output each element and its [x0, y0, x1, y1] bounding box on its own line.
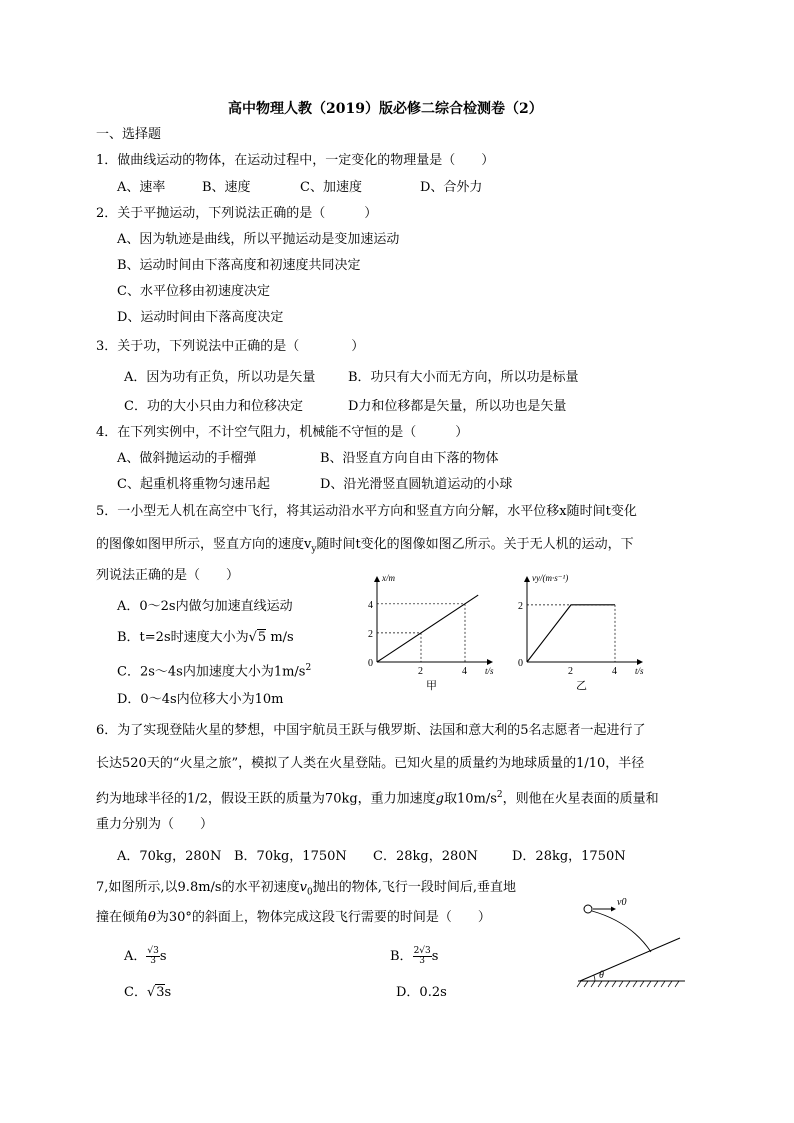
y-axis-arrow: [524, 576, 530, 582]
q3-option-a: A．因为功有正负，所以功是矢量: [124, 370, 316, 385]
x-axis-arrow: [487, 659, 493, 665]
theta-label: θ: [599, 970, 604, 981]
x-tick-label: 2: [568, 666, 573, 677]
q5-option-b: B．t=2s时速度大小为√5 m/s: [117, 630, 294, 645]
x-tick-label: 4: [612, 666, 617, 677]
q1-option-a: A、速率: [117, 180, 166, 195]
q2-option-b: B、运动时间由下落高度和初速度共同决定: [117, 258, 361, 273]
q2-option-c: C、水平位移由初速度决定: [117, 284, 270, 299]
q6-stem-line4: 重力分别为（ ）: [96, 817, 214, 832]
q4-option-b: B、沿竖直方向自由下落的物体: [320, 451, 499, 466]
x-axis-arrow: [637, 659, 643, 665]
q3-option-b: B．功只有大小而无方向，所以功是标量: [348, 370, 579, 385]
x-tick-label: 4: [462, 666, 467, 677]
q7-option-c: C．√3s: [124, 985, 172, 1000]
section-heading: 一、选择题: [96, 127, 162, 142]
q4-option-d: D、沿光滑竖直圆轨道运动的小球: [320, 477, 513, 492]
graph-caption: 甲: [426, 680, 437, 692]
q6-option-a: A．70kg，280N: [117, 849, 222, 864]
q4-option-a: A、做斜抛运动的手榴弹: [117, 451, 257, 466]
q4-option-c: C、起重机将重物匀速吊起: [117, 477, 270, 492]
graph-caption: 乙: [576, 680, 587, 692]
projectile-ball: [584, 905, 592, 913]
y-tick-label: 4: [368, 599, 373, 611]
y-tick-label: 2: [518, 600, 523, 612]
q3-option-c: C．功的大小只由力和位移决定: [124, 399, 303, 414]
angle-arc: [594, 975, 595, 981]
q6-option-c: C．28kg，280N: [373, 849, 478, 864]
q1-option-c: C、加速度: [300, 180, 362, 195]
q5-option-d: D．0～4s内位移大小为10m: [117, 692, 284, 707]
q7-option-b: B． $\frac{2√3}{3}$ s: [390, 946, 439, 966]
q5-option-a: A．0～2s内做匀加速直线运动: [117, 599, 293, 614]
q2-option-a: A、因为轨迹是曲线，所以平抛运动是变加速运动: [117, 232, 400, 247]
q7-stem-line2: 撞在倾角θ为30°的斜面上，物体完成这段飞行需要的时间是（ ）: [96, 910, 491, 925]
q6-stem-line2: 长达520天的“火星之旅”，模拟了人类在火星登陆。已知火星的质量约为地球质量的1/10，半径: [96, 756, 645, 771]
q7-option-a: A． $\frac{√3}{3}$ s: [124, 946, 167, 966]
q6-stem-line1: 6．为了实现登陆火星的梦想，中国宇航员王跃与俄罗斯、法国和意大利的5名志愿者一起进行了: [96, 723, 646, 738]
ground-hatching: [577, 981, 679, 987]
x-axis-label: t/s: [485, 666, 494, 676]
origin-label: 0: [518, 658, 523, 669]
q1-stem: 1．做曲线运动的物体，在运动过程中，一定变化的物理量是（ ）: [96, 153, 495, 168]
v0-label: v0: [617, 897, 627, 908]
q7-stem-line1: 7,如图所示,以9.8m/s的水平初速度$v_0$抛出的物体,飞行一段时间后,垂直地: [96, 880, 516, 898]
q5-option-c: C．2s～4s内加速度大小为$1m/s^2$: [117, 663, 312, 680]
trajectory-curve: [592, 911, 651, 952]
q3-stem: 3．关于功，下列说法中正确的是（ ）: [96, 339, 365, 354]
q1-option-d: D、合外力: [420, 180, 483, 195]
data-line: [377, 595, 478, 662]
q5-graph-jia: [355, 575, 495, 695]
page-title: 高中物理人教（2019）版必修二综合检测卷（2）: [228, 101, 543, 117]
q6-stem-line3: 约为地球半径的1/2，假设王跃的质量为70kg，重力加速度g取$10m/s^2$，则他在火星表面的质量和: [96, 790, 659, 807]
x-axis-label: t/s: [635, 666, 644, 676]
y-axis-label: x/m: [382, 573, 395, 583]
data-line: [527, 605, 615, 662]
q7-option-d: D．0.2s: [396, 985, 447, 1000]
q2-option-d: D、运动时间由下落高度决定: [117, 310, 284, 325]
y-axis-label: vy/(m·s⁻¹): [532, 573, 569, 583]
x-tick-label: 2: [418, 666, 423, 677]
origin-label: 0: [368, 658, 373, 669]
v0-arrow-head: [611, 907, 616, 912]
q4-stem: 4．在下列实例中，不计空气阻力，机械能不守恒的是（ ）: [96, 425, 469, 440]
q5-graph-yi: [505, 573, 644, 695]
q1-option-b: B、速度: [202, 180, 251, 195]
q5-stem-line2: 的图像如图甲所示，竖直方向的速度$v_y$随时间t变化的图像如图乙所示。关于无人机的运动，下: [96, 537, 634, 555]
y-tick-label: 2: [368, 628, 373, 640]
q7-incline-figure: [575, 892, 690, 992]
q3-option-d: D力和位移都是矢量，所以功也是矢量: [348, 399, 567, 414]
y-axis-arrow: [374, 576, 380, 582]
q6-option-d: D．28kg，1750N: [512, 849, 626, 864]
q5-stem-line3: 列说法正确的是（ ）: [96, 568, 240, 583]
q5-stem-line1: 5．一小型无人机在高空中飞行，将其运动沿水平方向和竖直方向分解，水平位移x随时间t变化: [96, 504, 637, 519]
incline-surface: [580, 938, 680, 981]
q2-stem: 2．关于平抛运动，下列说法正确的是（ ）: [96, 206, 378, 221]
q6-option-b: B．70kg，1750N: [234, 849, 347, 864]
